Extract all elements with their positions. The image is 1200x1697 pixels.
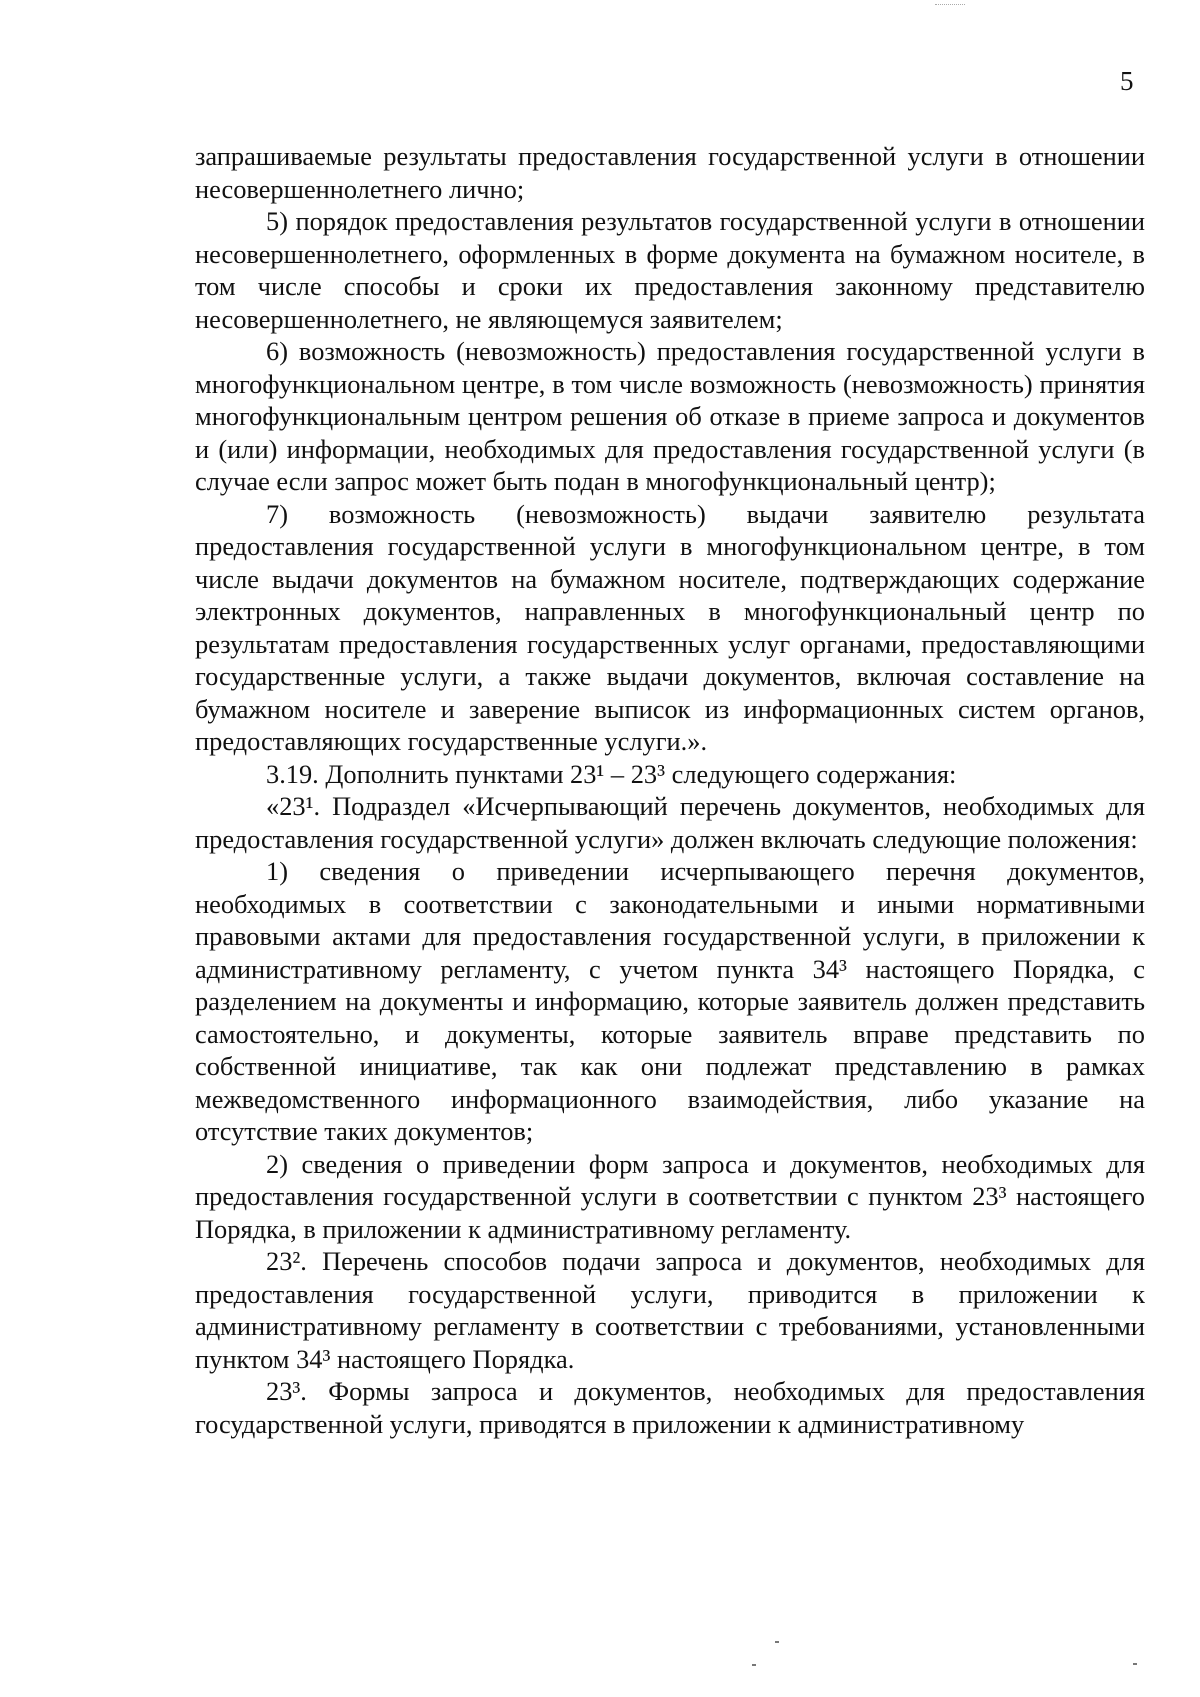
- scan-artifact-dot: [1133, 1663, 1137, 1665]
- scan-artifact-dot: [775, 1641, 779, 1643]
- paragraph-item-5: 5) порядок предоставления результатов государственной услуги в отношении несовершеннолетнего, оформленных в форме документа на бумажном носителе, в том числе способы и сроки их предоставления законному представителю несовершеннолетнего, не являющемуся заявителем;: [195, 206, 1145, 334]
- paragraph-clause-23-2: 23². Перечень способов подачи запроса и документов, необходимых для предоставления государственной услуги, приводится в приложении к административному регламенту в соответствии с требованиями, установленными пунктом 34³ настоящего Порядка.: [195, 1246, 1145, 1374]
- page-number: 5: [1120, 66, 1134, 96]
- paragraph-clause-23-1-item-2: 2) сведения о приведении форм запроса и документов, необходимых для предоставления государственной услуги в соответствии с пунктом 23³ настоящего Порядка, в приложении к административному регламенту.: [195, 1148, 1145, 1244]
- paragraph-item-7: 7) возможность (невозможность) выдачи заявителю результата предоставления государственной услуги в многофункциональном центре, в том числе выдачи документов на бумажном носителе, подтверждающих содержание электронных документов, направленных в многофункциональный центр по результатам предоставления государственных услуг органами, предоставляющими государственные услуги, а также выдачи документов, включая составление на бумажном носителе и заверение выписок из информационных систем органов, предоставляющих государственные услуги.».: [195, 498, 1145, 756]
- scan-artifact-top: [935, 0, 965, 5]
- paragraph-item-6: 6) возможность (невозможность) предоставления государственной услуги в многофункциональном центре, в том числе возможность (невозможность) принятия многофункциональным центром решения об отказе в приеме запроса и документов и (или) информации, необходимых для предоставления государственной услуги (в случае если запрос может быть подан в многофункциональный центр);: [195, 336, 1145, 496]
- paragraph-clause-3-19: 3.19. Дополнить пунктами 23¹ – 23³ следующего содержания:: [266, 758, 957, 789]
- scan-artifact-dot: [752, 1664, 756, 1666]
- paragraph-clause-23-3: 23³. Формы запроса и документов, необходимых для предоставления государственной услуги, приводятся в приложении к административному: [195, 1376, 1145, 1439]
- paragraph-clause-23-1: «23¹. Подраздел «Исчерпывающий перечень документов, необходимых для предоставления государственной услуги» должен включать следующие положения:: [195, 791, 1145, 854]
- paragraph-continuation: запрашиваемые результаты предоставления государственной услуги в отношении несовершеннолетнего лично;: [195, 141, 1145, 204]
- paragraph-clause-23-1-item-1: 1) сведения о приведении исчерпывающего перечня документов, необходимых в соответствии с законодательными и иными нормативными правовыми актами для предоставления государственной услуги, в приложении к административному регламенту, с учетом пункта 34³ настоящего Порядка, с разделением на документы и информацию, которые заявитель должен представить самостоятельно, и документы, которые заявитель вправе представить по собственной инициативе, так как они подлежат представлению в рамках межведомственного информационного взаимодействия, либо указание на отсутствие таких документов;: [195, 856, 1145, 1146]
- document-body: [195, 140, 1145, 1440]
